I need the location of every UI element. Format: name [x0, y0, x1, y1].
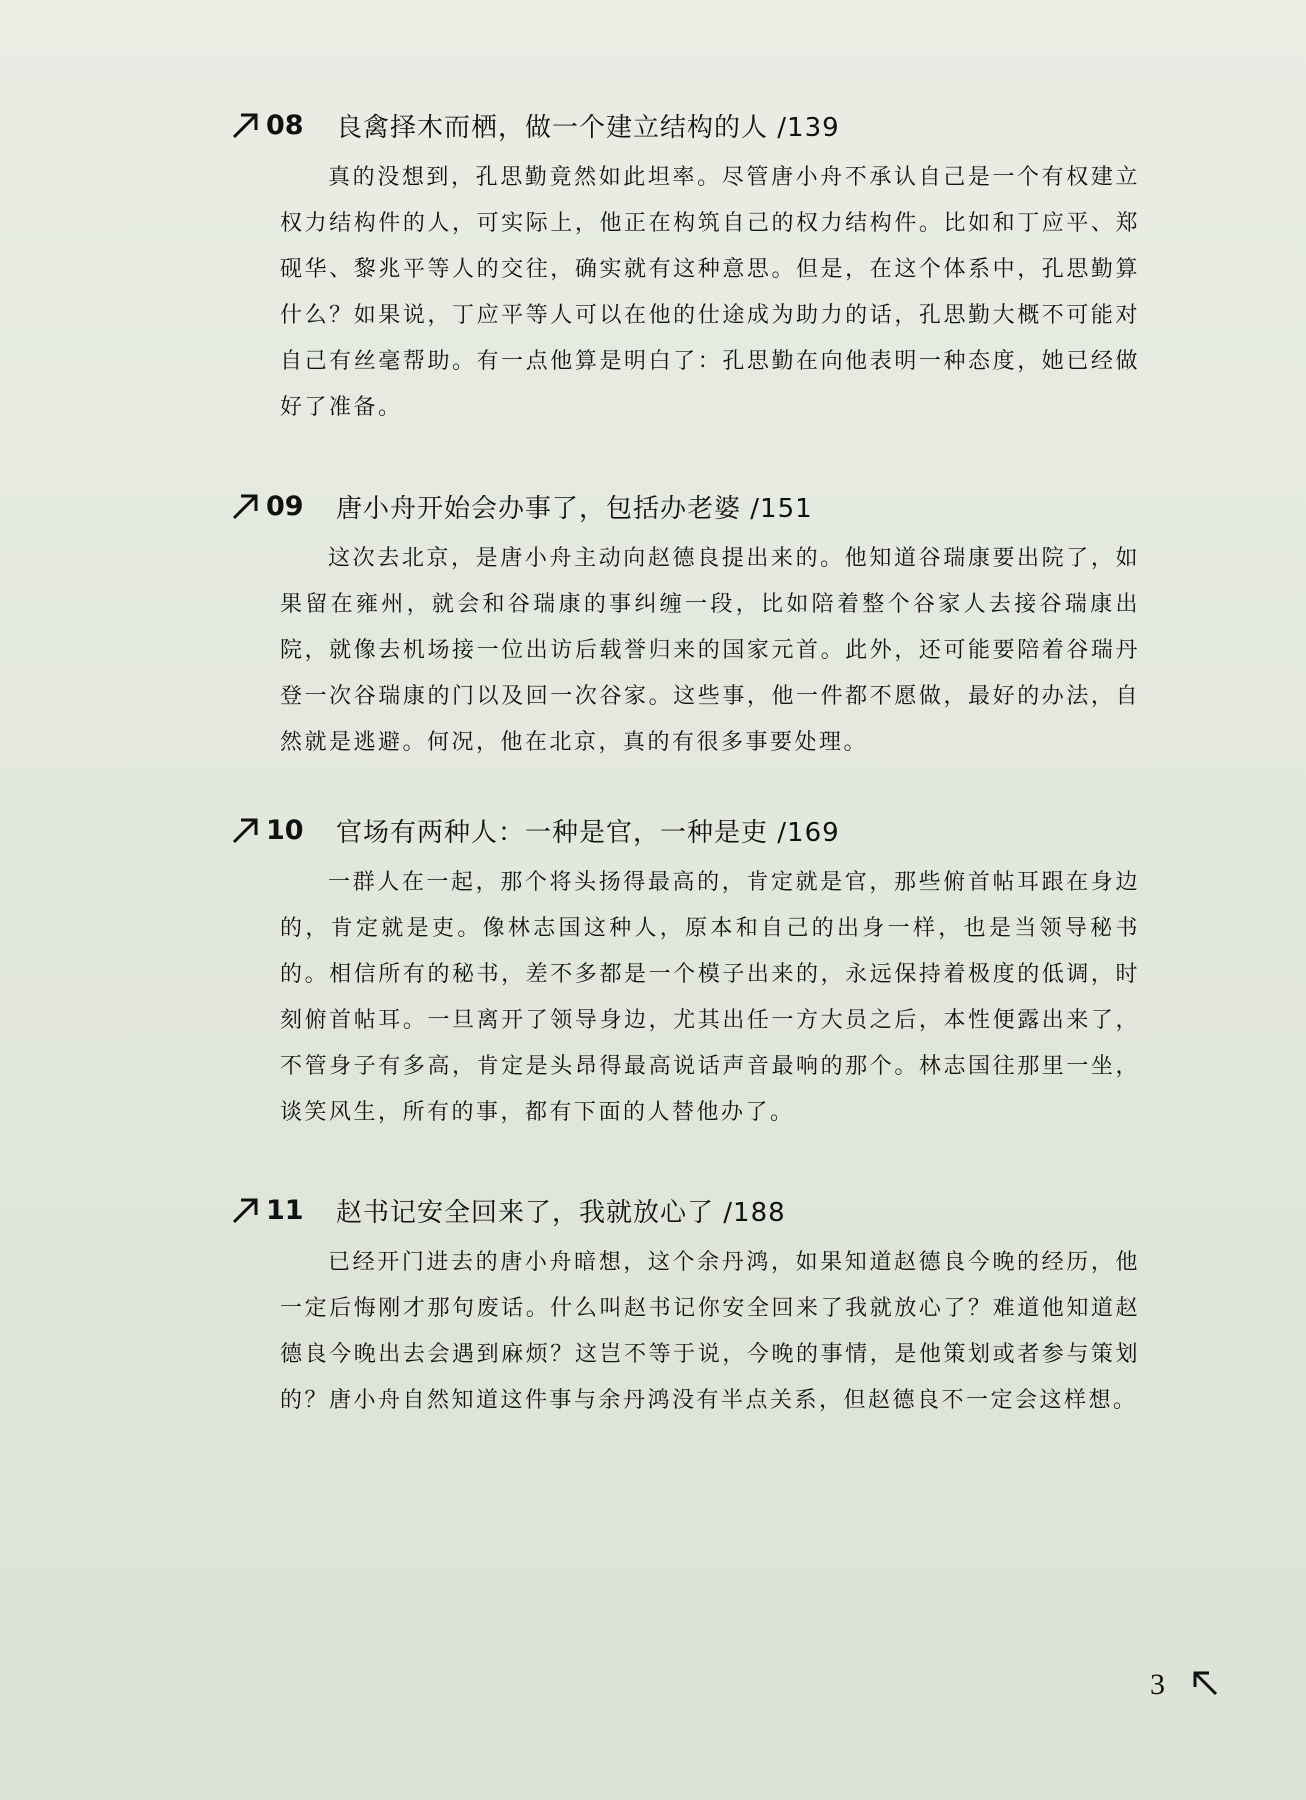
section-title: 唐小舟开始会办事了，包括办老婆 /151	[336, 493, 813, 524]
section-title: 赵书记安全回来了，我就放心了 /188	[336, 1197, 786, 1228]
arrow-up-right-icon	[230, 1194, 262, 1226]
arrow-up-right-icon	[230, 814, 262, 846]
section-11	[230, 1188, 1160, 1446]
section-title: 官场有两种人：一种是官，一种是吏 /169	[336, 817, 840, 848]
section-title: 良禽择木而栖，做一个建立结构的人 /139	[336, 112, 840, 143]
section-text: 这次去北京，是唐小舟主动向赵德良提出来的。他知道谷瑞康要出院了，如果留在雍州，就会和谷瑞康的事纠缠一段，比如陪着整个谷家人去接谷瑞康出院，就像去机场接一位出访后载誉归来的国家元首。此外，还可能要陪着谷瑞丹登一次谷瑞康的门以及回一次谷家。这些事，他一件都不愿做，最好的办法，自然就是逃避。何况，他在北京，真的有很多事要处理。	[280, 546, 1140, 755]
section-number: 09	[266, 490, 304, 522]
section-09	[230, 484, 1160, 788]
arrow-up-right-icon	[230, 490, 262, 522]
section-heading	[230, 484, 1160, 528]
arrow-up-left-icon	[1190, 1668, 1220, 1698]
section-number: 10	[266, 814, 304, 846]
section-heading	[230, 1188, 1160, 1232]
section-text: 一群人在一起，那个将头扬得最高的，肯定就是官，那些俯首帖耳跟在身边的，肯定就是吏。像林志国这种人，原本和自己的出身一样，也是当领导秘书的。相信所有的秘书，差不多都是一个模子出来的，永远保持着极度的低调，时刻俯首帖耳。一旦离开了领导身边，尤其出任一方大员之后，本性便露出来了，不管身子有多高，肯定是头昂得最高说话声音最响的那个。林志国往那里一坐，谈笑风生，所有的事，都有下面的人替他办了。	[280, 870, 1140, 1125]
section-10	[230, 808, 1160, 1158]
section-text: 真的没想到，孔思勤竟然如此坦率。尽管唐小舟不承认自己是一个有权建立权力结构件的人，可实际上，他正在构筑自己的权力结构件。比如和丁应平、郑砚华、黎兆平等人的交往，确实就有这种意思。但是，在这个体系中，孔思勤算什么？如果说，丁应平等人可以在他的仕途成为助力的话，孔思勤大概不可能对自己有丝毫帮助。有一点他算是明白了：孔思勤在向他表明一种态度，她已经做好了准备。	[280, 165, 1140, 420]
section-number: 08	[266, 109, 304, 141]
page-number: 3	[1150, 1668, 1165, 1701]
section-heading	[230, 103, 1160, 147]
section-08	[230, 103, 1160, 453]
section-heading	[230, 808, 1160, 852]
arrow-up-right-icon	[230, 109, 262, 141]
section-text: 已经开门进去的唐小舟暗想，这个余丹鸿，如果知道赵德良今晚的经历，他一定后悔刚才那句废话。什么叫赵书记你安全回来了我就放心了？难道他知道赵德良今晚出去会遇到麻烦？这岂不等于说，今晚的事情，是他策划或者参与策划的？唐小舟自然知道这件事与余丹鸿没有半点关系，但赵德良不一定会这样想。	[280, 1250, 1140, 1413]
section-number: 11	[266, 1194, 304, 1226]
